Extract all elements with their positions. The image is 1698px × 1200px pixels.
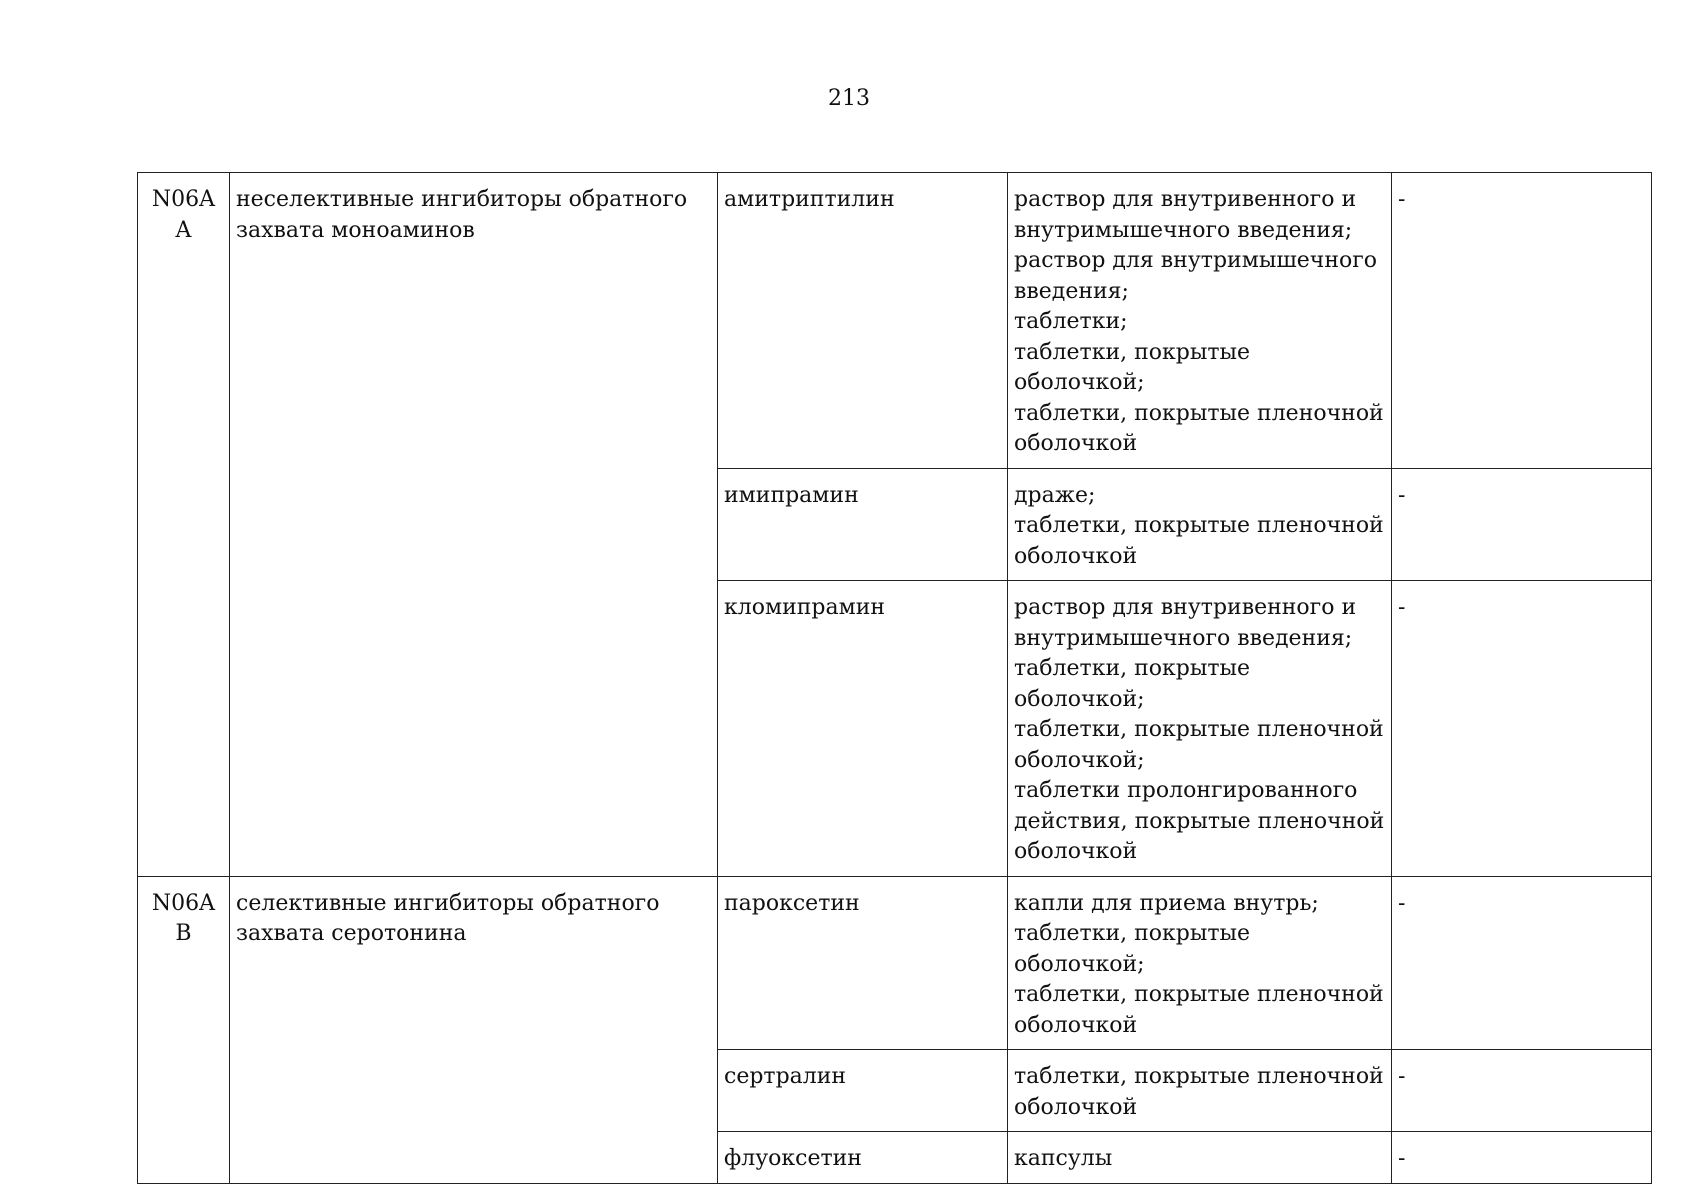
group-name-cell bbox=[230, 876, 718, 1183]
dosage-form-cell bbox=[1008, 1050, 1392, 1132]
dosage-form-line: внутримышечного введения; bbox=[1014, 625, 1353, 651]
dosage-form-line: раствор для внутривенного и bbox=[1014, 595, 1357, 620]
drug-name: пароксетин bbox=[724, 890, 860, 916]
atc-code-cell bbox=[138, 876, 230, 1183]
group-name-line: захвата моноаминов bbox=[236, 217, 475, 243]
drug-name: амитриптилин bbox=[724, 187, 895, 212]
note: - bbox=[1398, 595, 1406, 620]
dosage-form-line: драже; bbox=[1014, 482, 1096, 508]
dosage-form-line: таблетки, покрытые пленочной bbox=[1014, 982, 1384, 1007]
dosage-form-line: оболочкой bbox=[1014, 839, 1138, 864]
note-cell bbox=[1392, 581, 1652, 877]
dosage-form-line: внутримышечного введения; bbox=[1014, 217, 1353, 243]
note-cell bbox=[1392, 173, 1652, 469]
drug-name-cell bbox=[718, 876, 1008, 1050]
note-cell bbox=[1392, 1132, 1652, 1184]
dosage-form-line: раствор для внутривенного и bbox=[1014, 187, 1357, 212]
note: - bbox=[1398, 187, 1406, 212]
atc-code-line: B bbox=[175, 921, 192, 946]
dosage-form-line: оболочкой; bbox=[1014, 747, 1145, 773]
dosage-form-line: оболочкой bbox=[1014, 1012, 1138, 1038]
dosage-form-cell bbox=[1008, 581, 1392, 877]
drug-table bbox=[137, 172, 1652, 1184]
dosage-form-line: введения; bbox=[1014, 278, 1129, 304]
dosage-form-cell bbox=[1008, 1132, 1392, 1184]
drug-name-cell bbox=[718, 1132, 1008, 1184]
drug-name-cell bbox=[718, 468, 1008, 581]
dosage-form-line: оболочкой bbox=[1014, 1094, 1138, 1120]
dosage-form-line: таблетки; bbox=[1014, 309, 1128, 334]
note: - bbox=[1398, 1146, 1406, 1171]
atc-code-line: N06A bbox=[151, 187, 216, 212]
note-cell bbox=[1392, 1050, 1652, 1132]
dosage-form-line: таблетки, покрытые пленочной bbox=[1014, 513, 1384, 538]
dosage-form-line: капсулы bbox=[1014, 1146, 1113, 1171]
note: - bbox=[1398, 1064, 1406, 1089]
group-name-line: селективные ингибиторы обратного bbox=[236, 890, 660, 916]
note: - bbox=[1398, 482, 1406, 508]
atc-code-line: N06A bbox=[151, 890, 216, 916]
dosage-form-line: таблетки, покрытые оболочкой; bbox=[1014, 656, 1251, 712]
dosage-form-cell bbox=[1008, 173, 1392, 469]
dosage-form-line: таблетки, покрытые пленочной bbox=[1014, 400, 1384, 426]
table-row bbox=[138, 173, 1652, 469]
dosage-form-line: таблетки, покрытые пленочной bbox=[1014, 717, 1384, 742]
drug-name: кломипрамин bbox=[724, 595, 886, 620]
drug-name-cell bbox=[718, 1050, 1008, 1132]
note-cell bbox=[1392, 468, 1652, 581]
dosage-form-line: действия, покрытые пленочной bbox=[1014, 808, 1385, 834]
atc-code-line: A bbox=[175, 217, 192, 243]
dosage-form-line: раствор для внутримышечного bbox=[1014, 248, 1378, 273]
note-cell bbox=[1392, 876, 1652, 1050]
drug-name: сертралин bbox=[724, 1064, 847, 1089]
dosage-form-cell bbox=[1008, 468, 1392, 581]
dosage-form-line: капли для приема внутрь; bbox=[1014, 890, 1319, 916]
page-number: 213 bbox=[828, 86, 870, 111]
dosage-form-cell bbox=[1008, 876, 1392, 1050]
dosage-form-line: таблетки, покрытые оболочкой; bbox=[1014, 921, 1251, 977]
group-name-line: неселективные ингибиторы обратного bbox=[236, 187, 688, 212]
group-name-cell bbox=[230, 173, 718, 877]
drug-name: имипрамин bbox=[724, 482, 859, 508]
drug-name: флуоксетин bbox=[724, 1146, 862, 1171]
dosage-form-line: оболочкой bbox=[1014, 431, 1138, 456]
table-row bbox=[138, 876, 1652, 1050]
dosage-form-line: таблетки пролонгированного bbox=[1014, 778, 1358, 803]
dosage-form-line: таблетки, покрытые оболочкой; bbox=[1014, 339, 1251, 395]
dosage-form-line: оболочкой bbox=[1014, 543, 1138, 569]
note: - bbox=[1398, 890, 1406, 916]
drug-name-cell bbox=[718, 581, 1008, 877]
drug-name-cell bbox=[718, 173, 1008, 469]
dosage-form-line: таблетки, покрытые пленочной bbox=[1014, 1064, 1384, 1089]
group-name-line: захвата серотонина bbox=[236, 921, 467, 946]
atc-code-cell bbox=[138, 173, 230, 877]
